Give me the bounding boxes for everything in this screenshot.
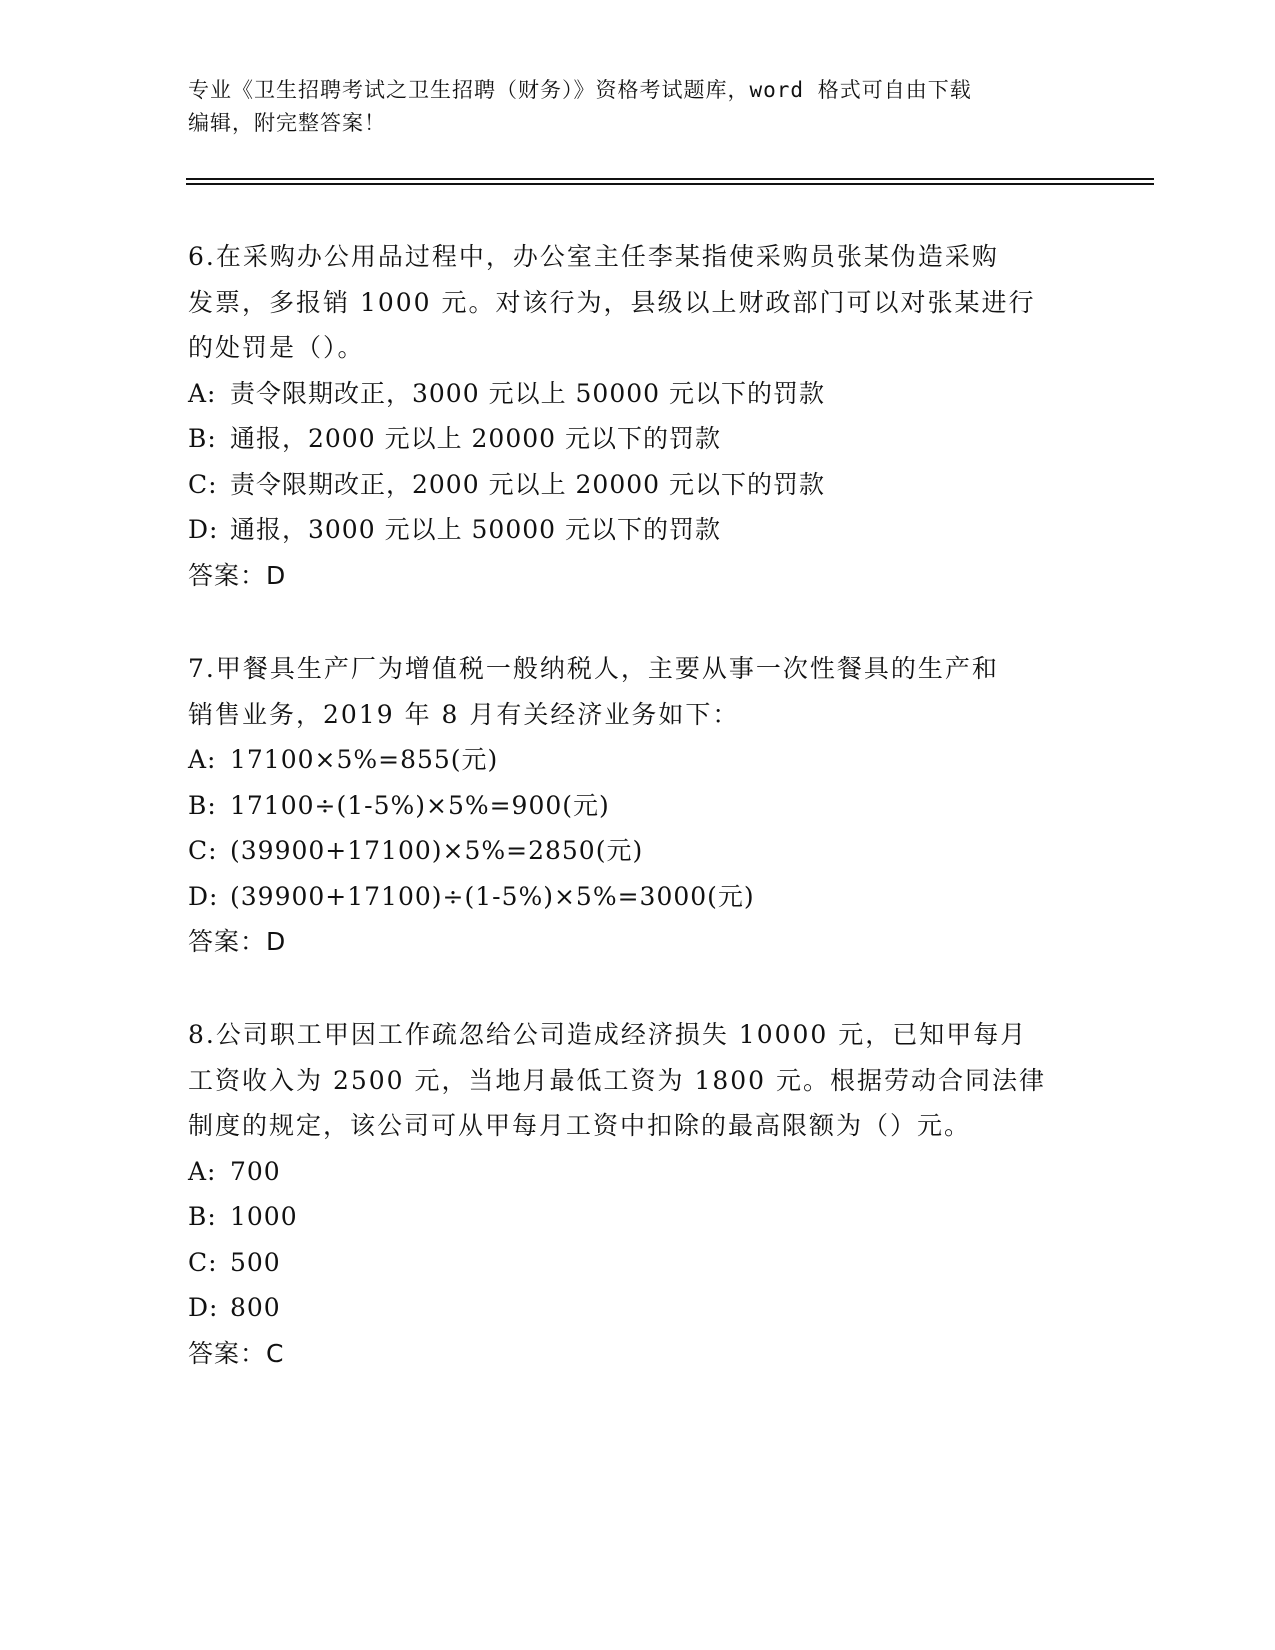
option-a [188,1149,1088,1195]
question-stem-line: 6.在采购办公用品过程中，办公室主任李某指使采购员张某伪造采购 [188,242,999,271]
option-b [188,783,1088,829]
option-text: (39900+17100)×5%=2850(元) [230,836,644,865]
option-text: 责令限期改正，3000 元以上 50000 元以下的罚款 [230,378,825,408]
option-text: 责令限期改正，2000 元以上 20000 元以下的罚款 [230,469,825,499]
option-key: A: [188,745,217,774]
option-d [188,874,1088,920]
option-b [188,416,1088,462]
option-key: C: [188,1247,218,1277]
option-text: 700 [230,1156,281,1186]
option-text: 17100×5%=855(元) [230,745,499,774]
option-text: 800 [230,1293,281,1322]
document-header [188,74,1088,140]
answer-line: 答案：D [188,927,287,956]
option-a [188,737,1088,783]
option-text: 1000 [230,1202,298,1231]
option-c [188,462,1088,508]
header-line-2: 编辑，附完整答案！ [188,111,386,135]
option-key: C: [188,836,218,865]
question-stem-line: 销售业务，2019 年 8 月有关经济业务如下： [188,699,740,729]
header-rule-bottom [186,183,1154,185]
answer-line: 答案：C [188,1338,285,1368]
question-8 [188,1012,1088,1376]
option-key: D: [188,515,219,544]
option-text: 17100÷(1-5%)×5%=900(元) [230,790,610,820]
option-d [188,507,1088,553]
option-d [188,1285,1088,1331]
option-text: 500 [230,1247,281,1277]
option-key: C: [188,469,218,499]
option-key: A: [188,1156,217,1186]
question-stem-line: 8.公司职工甲因工作疏忽给公司造成经济损失 10000 元，已知甲每月 [188,1020,1028,1049]
option-key: A: [188,378,217,408]
option-text: (39900+17100)÷(1-5%)×5%=3000(元) [230,881,755,911]
header-line-1: 专业《卫生招聘考试之卫生招聘（财务）》资格考试题库，word 格式可自由下载 [188,78,972,102]
header-rule-top [186,178,1154,180]
question-stem-line: 的处罚是（）。 [188,333,365,362]
option-key: B: [188,1202,217,1231]
question-6 [188,234,1088,598]
question-stem-line: 制度的规定，该公司可从甲每月工资中扣除的最高限额为（）元。 [188,1111,972,1140]
question-stem-line: 工资收入为 2500 元，当地月最低工资为 1800 元。根据劳动合同法律 [188,1065,1047,1095]
option-a [188,371,1088,417]
answer-line: 答案：D [188,560,287,590]
option-text: 通报，3000 元以上 50000 元以下的罚款 [230,515,721,544]
question-stem-line: 发票，多报销 1000 元。对该行为，县级以上财政部门可以对张某进行 [188,287,1036,317]
option-key: B: [188,424,217,453]
option-c [188,828,1088,874]
option-key: D: [188,1293,219,1322]
option-key: D: [188,881,219,911]
option-c [188,1240,1088,1286]
option-b [188,1194,1088,1240]
question-7 [188,646,1088,965]
option-text: 通报，2000 元以上 20000 元以下的罚款 [230,424,721,453]
option-key: B: [188,790,217,820]
question-stem-line: 7.甲餐具生产厂为增值税一般纳税人，主要从事一次性餐具的生产和 [188,654,999,683]
